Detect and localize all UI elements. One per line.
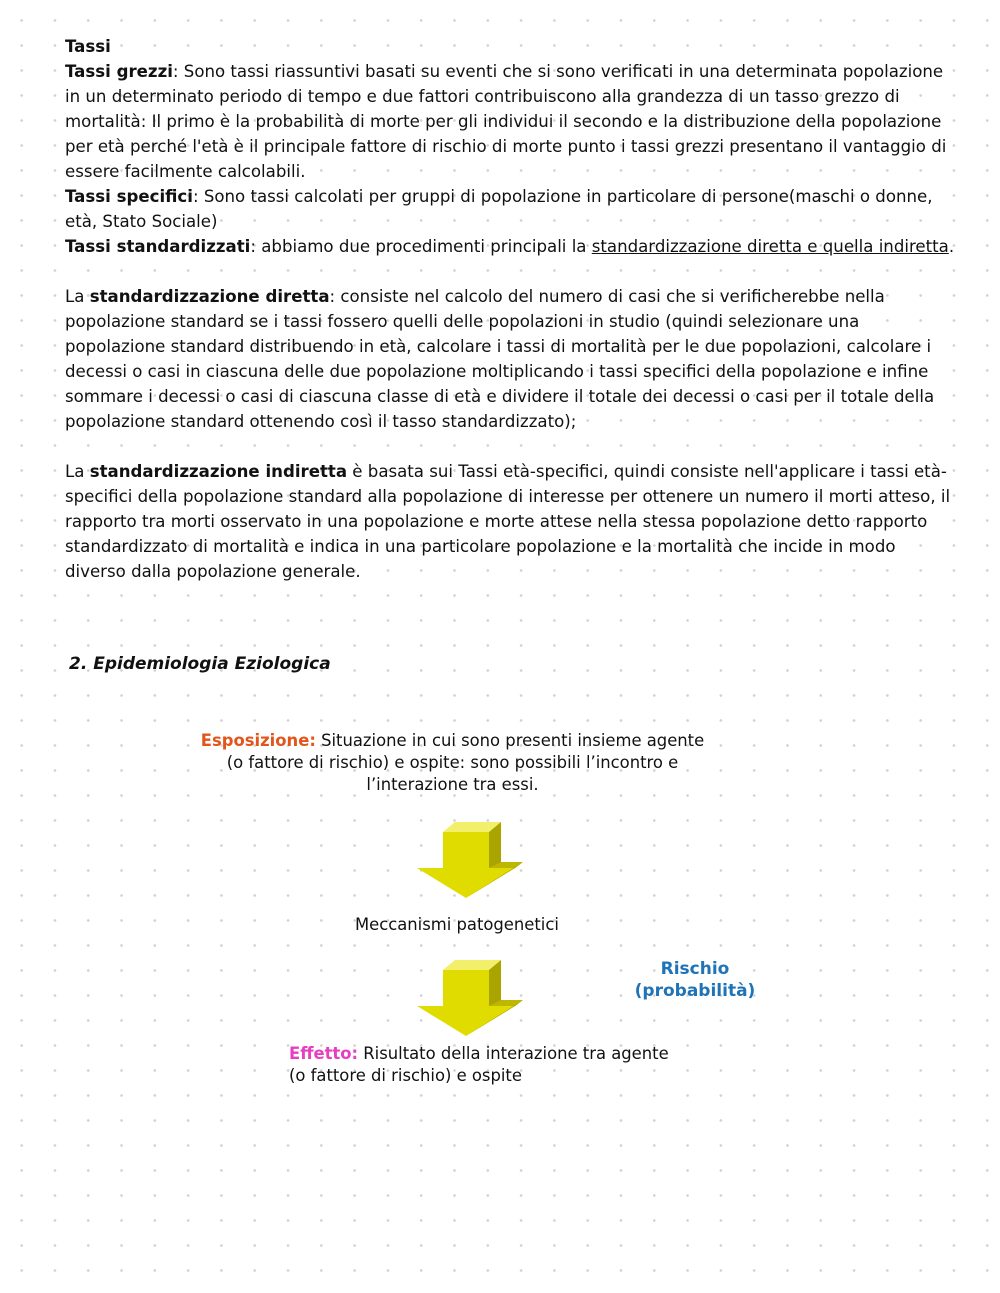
mechanisms-label: Meccanismi patogenetici [355, 915, 559, 934]
standardizzazione-link[interactable]: standardizzazione diretta e quella indiretta [591, 237, 949, 256]
diretta-text: : consiste nel calcolo del numero di casi che si verificherebbe nella popolazione standard se i tassi fossero quelli delle popolazioni in studio (quindi selezionare una popolazione standard distribuendo in età, calcolare i tassi di mortalità per le due popolazioni, calcolare i decessi o casi in ciascuna delle due popolazione moltiplicando i tassi specifici della popolazione e infine sommare i decessi o casi di ciascuna classe di età e dividere il totale dei decessi o casi per il totale della popolazione standard ottenendo così il tasso standardizzato); [65, 287, 935, 431]
down-arrow-3d-icon [415, 820, 527, 900]
diretta-label: standardizzazione diretta [89, 287, 330, 306]
diretta-prefix: La [65, 287, 90, 306]
down-arrow-3d-icon [415, 958, 527, 1038]
effect-text: Risultato della interazione tra agente (o fattore di rischio) e ospite [289, 1044, 669, 1085]
risk-label [610, 958, 780, 1002]
effect-label: Effetto: [289, 1044, 359, 1063]
exposure-label: Esposizione: [200, 731, 316, 750]
exposure-box [200, 730, 705, 796]
risk-line-2: (probabilità) [634, 981, 756, 1001]
indiretta-label: standardizzazione indiretta [89, 462, 348, 481]
tassi-specifici-text: : Sono tassi calcolati per gruppi di popolazione in particolare di persone(maschi o donne, età, Stato Sociale) [65, 187, 933, 231]
effect-box [289, 1043, 669, 1087]
risk-line-1: Rischio [660, 959, 730, 979]
tassi-standardizzati-label: Tassi standardizzati [65, 237, 251, 256]
exposure-text: Situazione in cui sono presenti insieme agente (o fattore di rischio) e ospite: sono possibili l’incontro e l’interazione tra essi. [226, 731, 705, 794]
tassi-grezzi-label: Tassi grezzi [65, 62, 173, 81]
tassi-title: Tassi [65, 37, 111, 56]
indiretta-prefix: La [65, 462, 90, 481]
tassi-standardizzati-text: : abbiamo due procedimenti principali la [250, 237, 592, 256]
tassi-specifici-label: Tassi specifici [65, 187, 193, 206]
tassi-grezzi-text: : Sono tassi riassuntivi basati su eventi che si sono verificati in una determinata popolazione in un determinato periodo di tempo e due fattori contribuiscono alla grandezza di un tasso grezzo di mortalità: Il primo è la probabilità di morte per gli individui il secondo e la distribuzione della popolazione per età perché l'età è il principale fattore di rischio di morte punto i tassi grezzi presentano il vantaggio di essere facilmente calcolabili. [65, 62, 947, 181]
section-heading: 2. Epidemiologia Eziologica [69, 654, 331, 674]
indiretta-text: è basata sui Tassi età-specifici, quindi consiste nell'applicare i tassi età-specifici della popolazione standard alla popolazione di interesse per ottenere un numero il morti atteso, il rapporto tra morti osservato in una popolazione e morte attese nella stessa popolazione detto rapporto standardizzato di mortalità e indica in una particolare popolazione e la mortalità che incide in modo diverso dalla popolazione generale. [65, 462, 951, 581]
period: . [948, 237, 955, 256]
